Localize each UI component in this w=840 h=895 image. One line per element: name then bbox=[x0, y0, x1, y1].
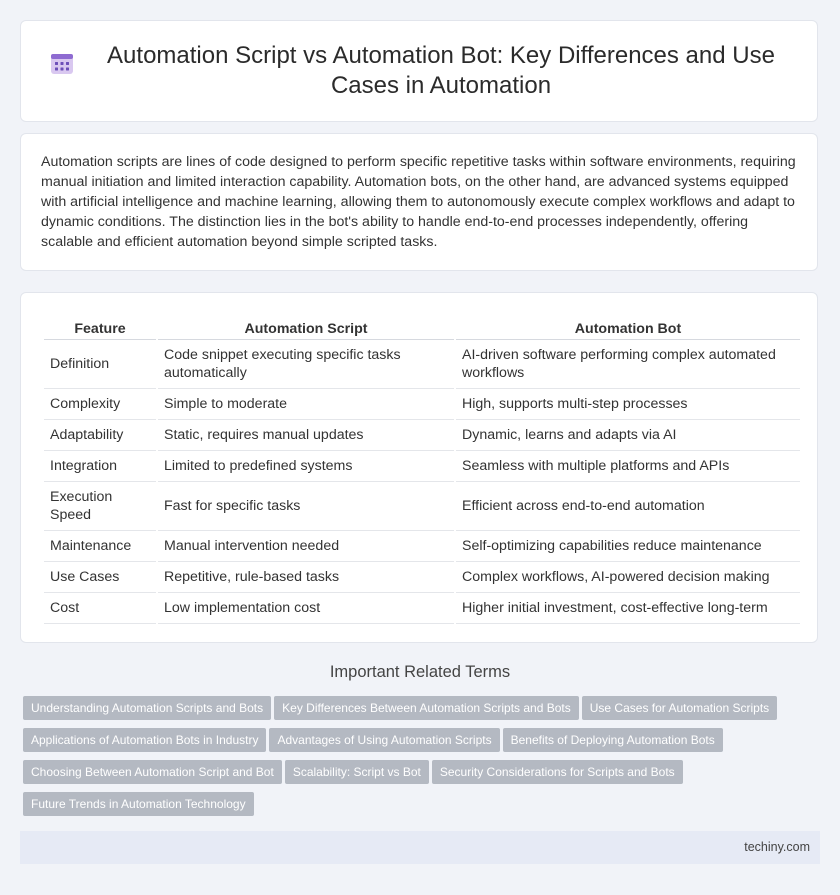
title-wrap bbox=[49, 41, 789, 101]
table-cell: Adaptability bbox=[44, 420, 156, 451]
table-cell: Use Cases bbox=[44, 562, 156, 593]
related-term-tag[interactable]: Key Differences Between Automation Scripts and Bots bbox=[274, 696, 579, 720]
table-row bbox=[44, 451, 800, 482]
table-icon bbox=[49, 51, 75, 77]
table-cell: Code snippet executing specific tasks automatically bbox=[158, 340, 454, 389]
table-cell: Limited to predefined systems bbox=[158, 451, 454, 482]
related-terms-title: Important Related Terms bbox=[329, 663, 511, 681]
table-row bbox=[44, 531, 800, 562]
related-term-tag[interactable]: Applications of Automation Bots in Industry bbox=[23, 728, 266, 752]
table-cell: Self-optimizing capabilities reduce maintenance bbox=[456, 531, 800, 562]
table-cell: Integration bbox=[44, 451, 156, 482]
table-row bbox=[44, 593, 800, 624]
related-term-tag[interactable]: Benefits of Deploying Automation Bots bbox=[503, 728, 723, 752]
related-term-tag[interactable]: Use Cases for Automation Scripts bbox=[582, 696, 777, 720]
table-cell: Maintenance bbox=[44, 531, 156, 562]
table-row bbox=[44, 562, 800, 593]
footer-site-link[interactable]: techiny.com bbox=[744, 840, 810, 854]
table-cell: Fast for specific tasks bbox=[158, 482, 454, 531]
table-cell: Higher initial investment, cost-effective long-term bbox=[456, 593, 800, 624]
table-cell: Complexity bbox=[44, 389, 156, 420]
related-term-tag[interactable]: Security Considerations for Scripts and Bots bbox=[432, 760, 683, 784]
header-automation-bot: Automation Bot bbox=[456, 315, 800, 340]
table-row bbox=[44, 482, 800, 531]
page-title: Automation Script vs Automation Bot: Key Differences and Use Cases in Automation bbox=[107, 42, 775, 99]
header-automation-script: Automation Script bbox=[158, 315, 454, 340]
table-cell: Manual intervention needed bbox=[158, 531, 454, 562]
table-row bbox=[44, 340, 800, 389]
related-term-tag[interactable]: Future Trends in Automation Technology bbox=[23, 792, 254, 816]
related-term-tag[interactable]: Understanding Automation Scripts and Bots bbox=[23, 696, 271, 720]
header-feature: Feature bbox=[44, 315, 156, 340]
table-cell: Definition bbox=[44, 340, 156, 389]
table-cell: Static, requires manual updates bbox=[158, 420, 454, 451]
table-cell: Low implementation cost bbox=[158, 593, 454, 624]
intro-paragraph: Automation scripts are lines of code designed to perform specific repetitive tasks within software environments, requiring manual initiation and limited interaction capability. Automation bots, on the other hand, are advanced systems equipped with artificial intelligence and machine learning, allowing them to autonomously execute complex workflows and adapt to dynamic conditions. The distinction lies in the bot's ability to handle end-to-end processes independently, offering scalable and efficient automation beyond simple scripted tasks. bbox=[41, 154, 796, 250]
table-cell: Dynamic, learns and adapts via AI bbox=[456, 420, 800, 451]
table-header-row bbox=[44, 315, 800, 340]
table-cell: High, supports multi-step processes bbox=[456, 389, 800, 420]
table-cell: Complex workflows, AI-powered decision making bbox=[456, 562, 800, 593]
footer bbox=[20, 831, 820, 864]
title-card bbox=[20, 20, 818, 122]
table-cell: Seamless with multiple platforms and APIs bbox=[456, 451, 800, 482]
intro-card bbox=[20, 133, 818, 271]
table-card bbox=[20, 292, 818, 643]
related-terms-tags bbox=[23, 696, 823, 824]
comparison-table bbox=[42, 315, 802, 624]
related-term-tag[interactable]: Choosing Between Automation Script and Bot bbox=[23, 760, 282, 784]
related-term-tag[interactable]: Advantages of Using Automation Scripts bbox=[269, 728, 499, 752]
table-row bbox=[44, 389, 800, 420]
table-cell: Simple to moderate bbox=[158, 389, 454, 420]
table-cell: Execution Speed bbox=[44, 482, 156, 531]
table-cell: Cost bbox=[44, 593, 156, 624]
table-cell: Efficient across end-to-end automation bbox=[456, 482, 800, 531]
table-cell: Repetitive, rule-based tasks bbox=[158, 562, 454, 593]
table-cell: AI-driven software performing complex automated workflows bbox=[456, 340, 800, 389]
related-term-tag[interactable]: Scalability: Script vs Bot bbox=[285, 760, 429, 784]
table-row bbox=[44, 420, 800, 451]
